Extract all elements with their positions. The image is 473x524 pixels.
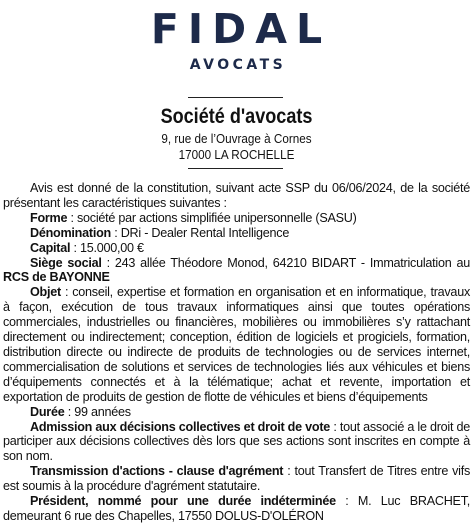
capital-label: Capital [30,240,71,255]
notice-duree [3,405,470,420]
duree-label: Durée [30,404,65,419]
firm-header [0,103,473,162]
capital-value: : 15.000,00 € [70,240,144,255]
firm-address-city: 17000 LA ROCHELLE [178,146,295,162]
duree-value: : 99 années [64,404,131,419]
legal-notice [3,181,470,524]
objet-label: Objet [30,285,61,300]
siege-value: : 243 allée Théodore Monod, 64210 BIDART - Immatriculation au [101,255,470,270]
fidal-logo [0,6,473,74]
divider-bottom [188,168,283,169]
siege-label: Siège social [30,255,102,270]
firm-address-street: 9, rue de l’Ouvrage à Cornes [161,131,312,146]
notice-denomination [3,226,470,241]
notice-capital [3,241,470,256]
president-value: : M. Luc BRACHET, demeurant 6 rue des Chapelles, 17550 DOLUS-D'OLÉRON [3,494,470,523]
notice-siege [3,256,470,286]
notice-president [3,494,470,524]
divider-top [188,97,283,98]
forme-label: Forme [30,210,68,225]
denomination-label: Dénomination [30,225,111,240]
notice-transmission [3,464,470,494]
firm-title: Société d'avocats [160,105,313,128]
admission-value: : tout associé a le droit de participer aux décisions collectives dès lors que ses actions sont inscrites en compte à son nom. [3,419,471,464]
objet-value: : conseil, expertise et formation en organisation et en informatique, travaux à façon, exécution de tous travaux informatiques ainsi que toutes opérations commerciales, industrielles ou financières, mobilières ou immobilières s’y rattachant directement ou indirectement; conception, édition de logiciels et progiciels, formation, distribution directe ou indirecte de produits de technologies ou de services internet, commercialisation de solutions et services de technologies liés aux véhicules et biens d’équipements connectés et à la télématique; achat et revente, importation et exportation de produits de gestion de flotte de véhicules et biens d’équipements [3,285,470,404]
denomination-value: : DRi - Dealer Rental Intelligence [110,225,290,240]
notice-admission [3,420,470,465]
forme-value: : société par actions simplifiée unipersonnelle (SASU) [67,210,357,225]
notice-intro: Avis est donné de la constitution, suivant acte SSP du 06/06/2024, de la société présentant les caractéristiques suivantes : [3,181,470,210]
siege-rcs: RCS de BAYONNE [3,270,110,285]
admission-label: Admission aux décisions collectives et droit de vote [30,419,331,434]
transmission-value: : tout Transfert de Titres entre vifs est soumis à la procédure d'agrément statutaire. [3,464,470,494]
logo-wordmark: FIDAL [150,5,332,53]
notice-objet [3,285,470,404]
transmission-label: Transmission d'actions - clause d'agrément [30,464,284,479]
president-label: Président, nommé pour une durée indéterminée [30,494,336,509]
logo-subtitle: AVOCATS [189,57,287,73]
notice-forme [3,211,470,226]
